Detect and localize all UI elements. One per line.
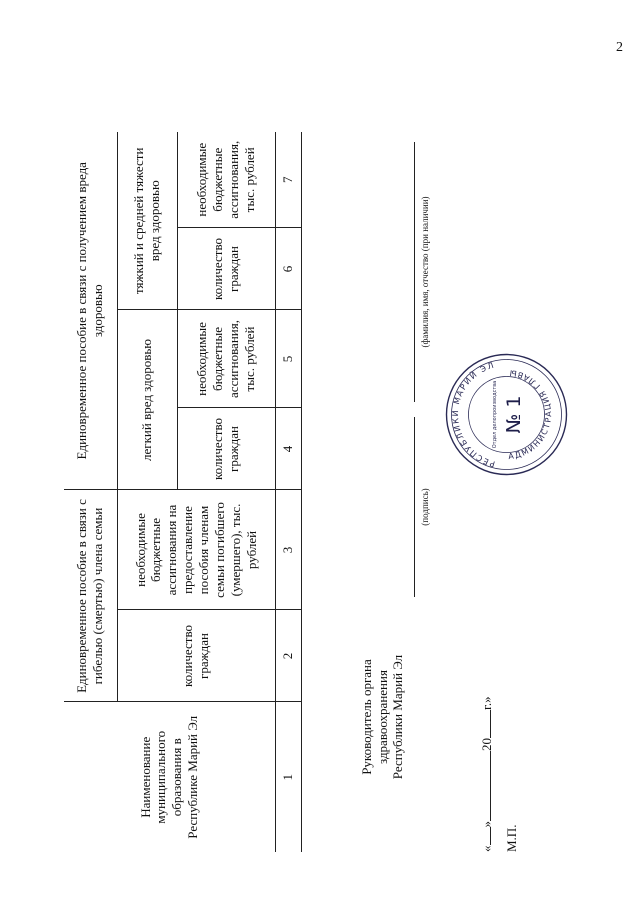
stamp-inner-text: Отдел делопроизводства xyxy=(492,380,498,449)
budget-table xyxy=(64,132,302,852)
col-number-1: 1 xyxy=(275,702,301,852)
death-count-header: количество граждан xyxy=(117,610,275,702)
date-end: г.» xyxy=(479,696,494,710)
stamp-ring-bottom: АДМИНИСТРАЦИЯ ГЛАВЫ xyxy=(507,367,554,462)
col-number-5: 5 xyxy=(275,310,301,408)
col-number-2: 2 xyxy=(275,610,301,702)
seal-mark: М.П. xyxy=(504,824,519,852)
date-year: 20 xyxy=(479,738,494,751)
date-mid: » xyxy=(479,821,494,828)
severe-funds-header: необходимые бюджетные ассигнования, тыс. рублей xyxy=(177,132,275,228)
group-health-header: Единовременное пособие в связи с получением вреда здоровью xyxy=(64,132,117,490)
head-title: Руководитель органа здравоохранения Республики Марий Эл xyxy=(359,654,406,780)
death-funds-header: необходимые бюджетные ассигнования на предоставление пособия членам семьи погибшего (умершего), тыс. рублей xyxy=(117,490,275,610)
light-count-header: количество граждан xyxy=(177,408,275,490)
stamp-ring-top: РЕСПУБЛИКИ МАРИЙ ЭЛ xyxy=(450,360,497,469)
signature-line xyxy=(414,417,415,597)
col-number-7: 7 xyxy=(275,132,301,228)
signature-caption: (подпись) xyxy=(420,488,430,526)
col-number-3: 3 xyxy=(275,490,301,610)
official-stamp xyxy=(444,352,569,477)
rotated-page xyxy=(64,62,624,852)
severe-count-header: количество граждан xyxy=(177,228,275,310)
light-funds-header: необходимые бюджетные ассигнования, тыс. рублей xyxy=(177,310,275,408)
group-death-header: Единовременное пособие в связи с гибелью (смертью) члена семьи xyxy=(64,490,117,702)
svg-text:РЕСПУБЛИКИ МАРИЙ ЭЛ xyxy=(451,360,496,468)
severe-harm-header: тяжкий и средней тяжести вред здоровью xyxy=(117,132,177,310)
name-line xyxy=(414,142,415,402)
date-open: « xyxy=(479,845,494,852)
name-caption: (фамилия, имя, отчество (при наличии) xyxy=(420,196,430,348)
light-harm-header: легкий вред здоровью xyxy=(117,310,177,490)
stamp-number: № 1 xyxy=(503,395,525,434)
page-number: 2 xyxy=(616,40,623,55)
date-line xyxy=(479,696,495,852)
col-number-4: 4 xyxy=(275,408,301,490)
col-number-6: 6 xyxy=(275,228,301,310)
col1-header: Наименование муниципального образования в Республике Марий Эл xyxy=(64,702,275,852)
